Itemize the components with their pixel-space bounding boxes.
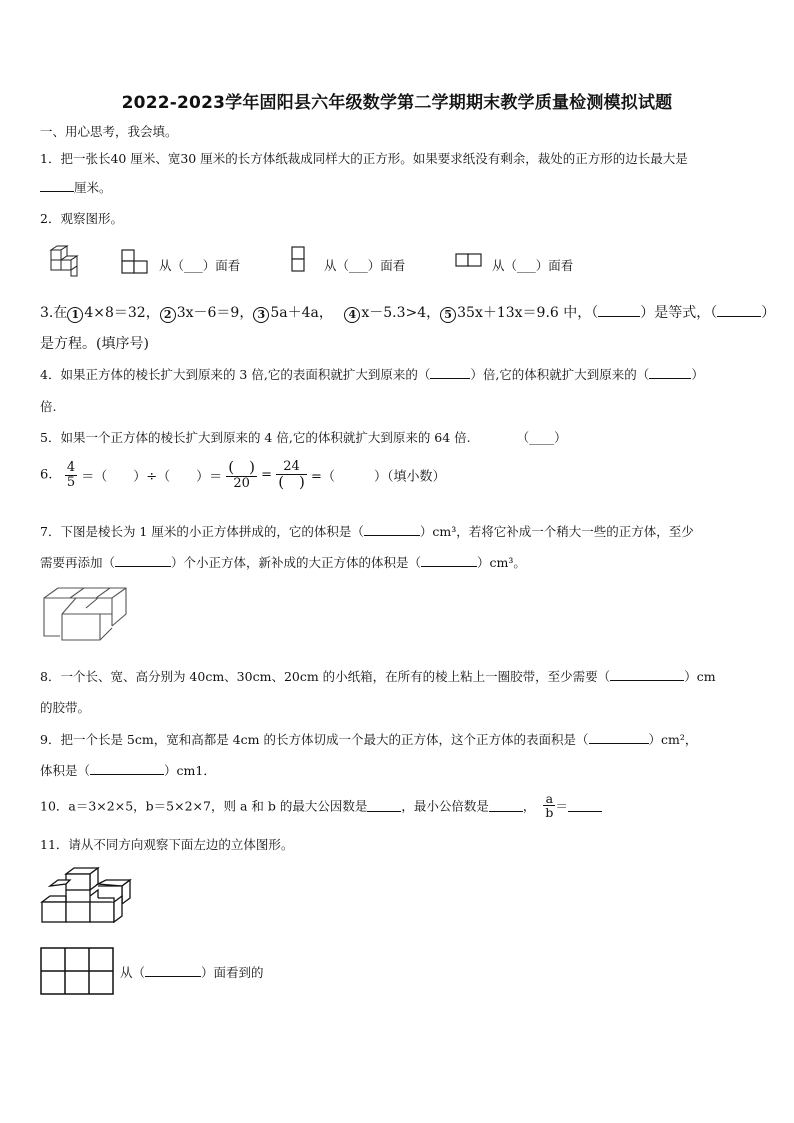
question-3-line2: 是方程。(填序号) (40, 336, 149, 352)
page-title: 2022-2023学年固阳县六年级数学第二学期期末教学质量检测模拟试题 (121, 93, 673, 113)
block-structure-figure (40, 868, 136, 924)
view-shape-l (121, 249, 149, 274)
question-3-line1: 3.在 1 4×8＝32， 2 3x－6＝9， 3 5a＋4a， 4 x－5.3>4， 5 35x＋13x＝9.6 中，（ ）是等式，（ ） (40, 305, 776, 321)
fraction-blank-20: $\frac{( )}{20}$ (228, 458, 255, 491)
section-heading: 一、用心思考，我会填。 (40, 124, 178, 139)
answer-blank[interactable] (145, 964, 201, 977)
answer-blank[interactable] (115, 554, 171, 567)
answer-blank[interactable] (367, 799, 401, 812)
fraction-24-blank: $\frac{24}{( )}$ (278, 459, 305, 491)
answer-blank[interactable] (649, 366, 691, 379)
question-1-line1: 1．把一张长40 厘米、宽30 厘米的长方体纸裁成同样大的正方形。如果要求纸没有剩余，裁处的正方形的边长最大是 (40, 151, 688, 166)
answer-blank[interactable] (90, 762, 164, 775)
answer-blank[interactable] (589, 731, 649, 744)
view-label-2: 从（___）面看 (324, 258, 406, 273)
question-11-view-label: 从（ ）面看到的 (120, 965, 264, 980)
question-10: 10．a＝3×2×5，b＝5×2×7，则 a 和 b 的最大公因数是 ，最小公倍数是 ， $\frac{a}{b}$ ＝ (40, 792, 602, 819)
circled-number: 4 (344, 307, 360, 323)
answer-blank[interactable] (364, 523, 420, 536)
question-7-line2: 需要再添加（ ）个小正方体，新补成的大正方体的体积是（ ）cm³。 (40, 555, 526, 570)
cube-stack-figure (46, 246, 80, 278)
circled-number: 5 (440, 307, 456, 323)
cube-assembly-figure (40, 586, 130, 642)
view-shape-column (290, 246, 306, 272)
question-6: 6. $\frac{4}{5}$ ＝（ ）÷（ ）＝ $\frac{( )}{20}$ = $\frac{24}{( )}$ =（ ）（填小数） (40, 458, 446, 491)
circled-number: 2 (160, 307, 176, 323)
circled-number: 1 (67, 307, 83, 323)
circled-number: 3 (253, 307, 269, 323)
answer-blank[interactable] (489, 799, 523, 812)
answer-blank[interactable] (40, 179, 74, 192)
view-shape-row (455, 253, 483, 269)
answer-blank[interactable] (610, 668, 684, 681)
question-4-line2: 倍. (40, 399, 57, 414)
answer-blank[interactable] (717, 304, 761, 317)
question-5: 5．如果一个正方体的棱长扩大到原来的 4 倍,它的体积就扩大到原来的 64 倍. （____） (40, 430, 567, 445)
question-8-line2: 的胶带。 (40, 700, 91, 715)
question-8-line1: 8．一个长、宽、高分别为 40cm、30cm、20cm 的小纸箱，在所有的棱上粘上一圈胶带，至少需要（ ）cm (40, 669, 716, 684)
fraction-a-b: $\frac{a}{b}$ (545, 791, 554, 821)
question-11-text: 11．请从不同方向观察下面左边的立体图形。 (40, 837, 294, 852)
fraction-4-5: $\frac{4}{5}$ (66, 460, 76, 490)
view-grid-figure (40, 947, 114, 995)
answer-blank[interactable] (421, 554, 477, 567)
question-9-line2: 体积是（ ）cm1． (40, 763, 216, 778)
question-2-text: 2．观察图形。 (40, 211, 123, 226)
answer-blank[interactable] (598, 304, 640, 317)
question-4-line1: 4．如果正方体的棱长扩大到原来的 3 倍,它的表面积就扩大到原来的（ ）倍,它的体积就扩大到原来的（ ） (40, 367, 704, 382)
question-1-line2: 厘米。 (40, 178, 112, 196)
view-label-1: 从（___）面看 (159, 258, 241, 273)
answer-paren[interactable]: （____） (516, 430, 567, 445)
question-9-line1: 9．把一个长是 5cm，宽和高都是 4cm 的长方体切成一个最大的正方体，这个正方体的表面积是（ ）cm²， (40, 732, 698, 747)
answer-blank[interactable] (568, 799, 602, 812)
view-label-3: 从（___）面看 (492, 258, 574, 273)
answer-blank[interactable] (430, 366, 470, 379)
question-7-line1: 7．下图是棱长为 1 厘米的小正方体拼成的，它的体积是（ ）cm³，若将它补成一个稍大一些的正方体，至少 (40, 524, 694, 539)
